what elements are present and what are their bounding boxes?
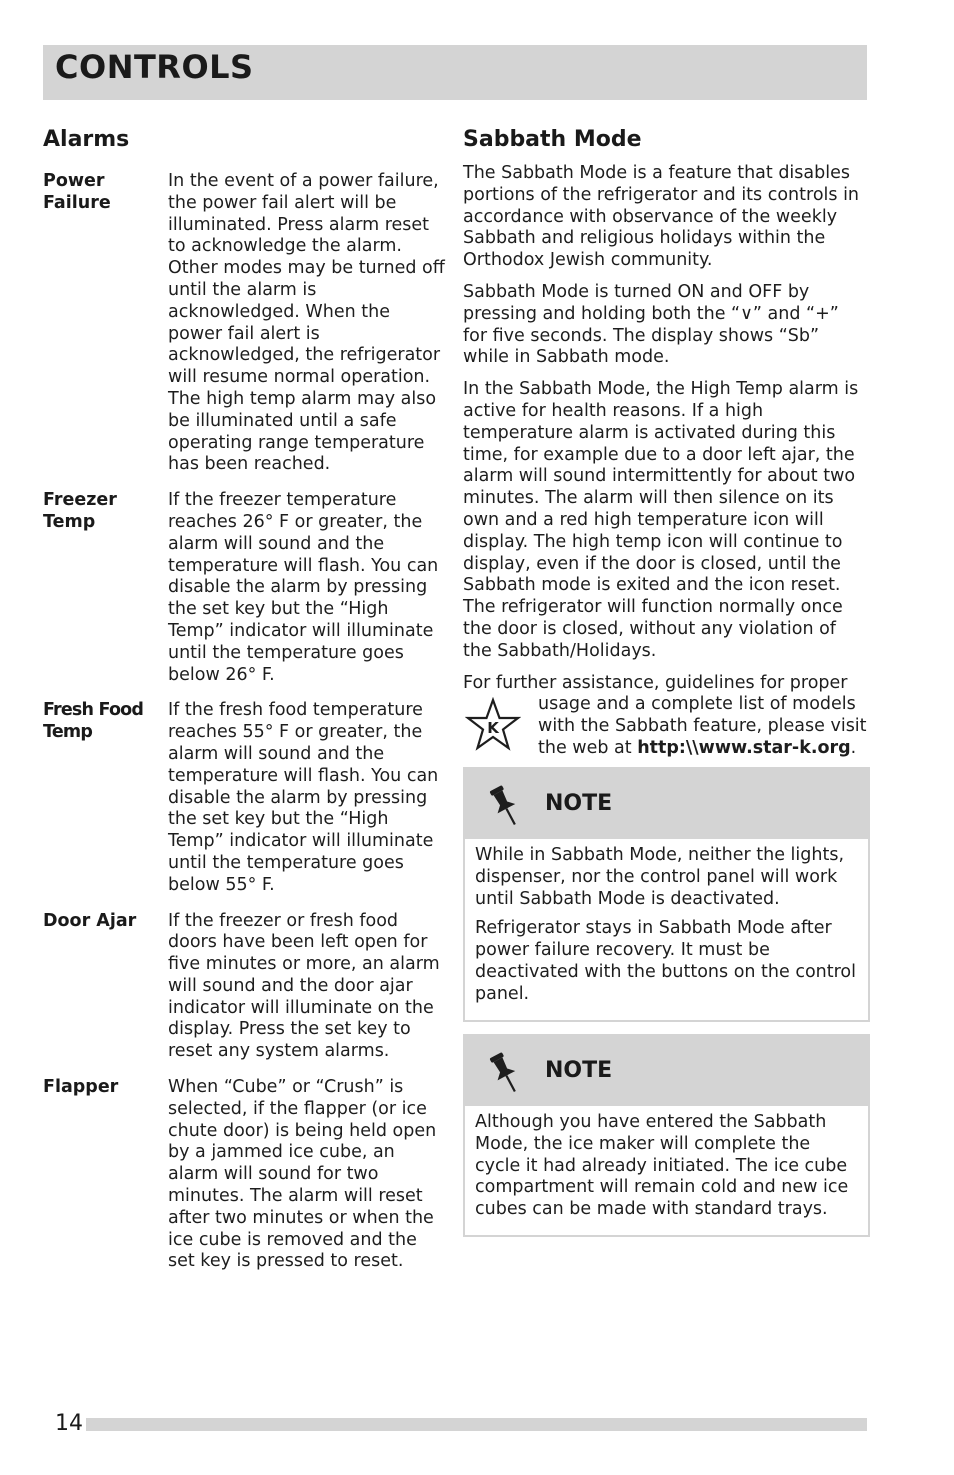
note-header xyxy=(465,769,868,839)
assistance-end: . xyxy=(850,737,857,758)
alarm-description: If the fresh food temperature reaches 55° F or greater, the alarm will sound and the temperature will flash. You can disable the alarm by pressing the set key but the “High Temp” indicator will illuminate until the temperature goes below 55° F. xyxy=(168,700,439,895)
sabbath-body xyxy=(463,163,868,760)
alarms-heading: Alarms xyxy=(43,127,130,152)
assistance-intro: For further assistance, guidelines for proper xyxy=(463,672,848,693)
assistance-block xyxy=(463,673,868,760)
note-paragraph: Refrigerator stays in Sabbath Mode after power failure recovery. It must be deactivated with the buttons on the control panel. xyxy=(475,918,857,1004)
sabbath-section xyxy=(463,125,868,760)
alarms-list xyxy=(43,171,448,1273)
note-title: NOTE xyxy=(545,1058,613,1083)
page-title: CONTROLS xyxy=(55,48,254,86)
assistance-rest: usage and a complete list of models with the Sabbath feature, please visit the web at xyxy=(538,694,867,758)
pushpin-icon xyxy=(487,1050,523,1096)
note-header xyxy=(465,1036,868,1106)
alarm-label: Freezer Temp xyxy=(43,490,117,532)
alarm-description: If the freezer or fresh food doors have been left open for five minutes or more, an alarm will sound and the door ajar indicator will illuminate on the display. Press the set key to reset any system alarms. xyxy=(168,910,440,1062)
alarm-description: If the freezer temperature reaches 26° F or greater, the alarm will sound and the temperature will flash. You can disable the alarm by pressing the set key but the “High Temp” indicator will illuminate until the temperature goes below 26° F. xyxy=(168,490,439,685)
alarm-fresh-food-temp xyxy=(43,700,448,896)
page-header xyxy=(43,45,867,100)
note-box-1 xyxy=(463,767,870,1022)
star-k-letter: K xyxy=(487,718,499,737)
assistance-text xyxy=(538,694,868,759)
sabbath-heading: Sabbath Mode xyxy=(463,127,642,152)
alarm-door-ajar xyxy=(43,911,448,1064)
alarm-flapper xyxy=(43,1077,448,1273)
alarm-power-failure xyxy=(43,171,448,476)
note-box-2 xyxy=(463,1034,870,1237)
alarms-section xyxy=(43,125,448,1287)
star-k-link[interactable]: http:\\www.star-k.org xyxy=(637,737,851,758)
page-number: 14 xyxy=(55,1411,83,1436)
alarm-label: Fresh Food Temp xyxy=(43,700,144,743)
sabbath-paragraph: Sabbath Mode is turned ON and OFF by pressing and holding both the “∨” and “+” for five seconds. The display shows “Sb” while in Sabbath mode. xyxy=(463,281,839,368)
alarm-description: When “Cube” or “Crush” is selected, if the flapper (or ice chute door) is being held open by a jammed ice cube, an alarm will sound for two minutes. The alarm will reset after two minutes or when the ice cube is removed and the set key is pressed to reset. xyxy=(168,1077,437,1272)
star-k-icon xyxy=(465,697,521,753)
alarm-label: Door Ajar xyxy=(43,910,137,931)
sabbath-paragraph: In the Sabbath Mode, the High Temp alarm is active for health reasons. If a high temperature alarm is activated during this time, for example due to a door left ajar, the alarm will sound intermittently for about two minutes. The alarm will then silence on its own and a red high temperature icon will display. The high temp icon will continue to display, even if the door is closed, until the Sabbath mode is exited and the icon reset. The refrigerator will function normally once the door is closed, without any violation of the Sabbath/Holidays. xyxy=(463,379,859,661)
alarm-description: In the event of a power failure, the power fail alert will be illuminated. Press alarm reset to acknowledge the alarm. Other modes may be turned off until the alarm is acknowledged. When the power fail alert is acknowledged, the refrigerator will resume normal operation. The high temp alarm may also be illuminated until a safe operating range temperature has been reached. xyxy=(168,171,445,475)
alarm-label: Flapper xyxy=(43,1077,119,1098)
note-body xyxy=(465,1106,868,1235)
note-body xyxy=(465,839,868,1020)
pushpin-icon xyxy=(487,783,523,829)
alarm-freezer-temp xyxy=(43,490,448,686)
note-title: NOTE xyxy=(545,791,613,816)
alarm-label: Power Failure xyxy=(43,171,111,213)
footer-bar xyxy=(86,1418,867,1431)
note-paragraph: While in Sabbath Mode, neither the lights, dispenser, nor the control panel will work until Sabbath Mode is deactivated. xyxy=(475,845,845,909)
note-paragraph: Although you have entered the Sabbath Mode, the ice maker will complete the cycle it had already initiated. The ice cube compartment will remain cold and new ice cubes can be made with standard trays. xyxy=(475,1112,849,1220)
sabbath-paragraph: The Sabbath Mode is a feature that disables portions of the refrigerator and its controls in accordance with observance of the weekly Sabbath and religious holidays within the Orthodox Jewish community. xyxy=(463,163,860,271)
